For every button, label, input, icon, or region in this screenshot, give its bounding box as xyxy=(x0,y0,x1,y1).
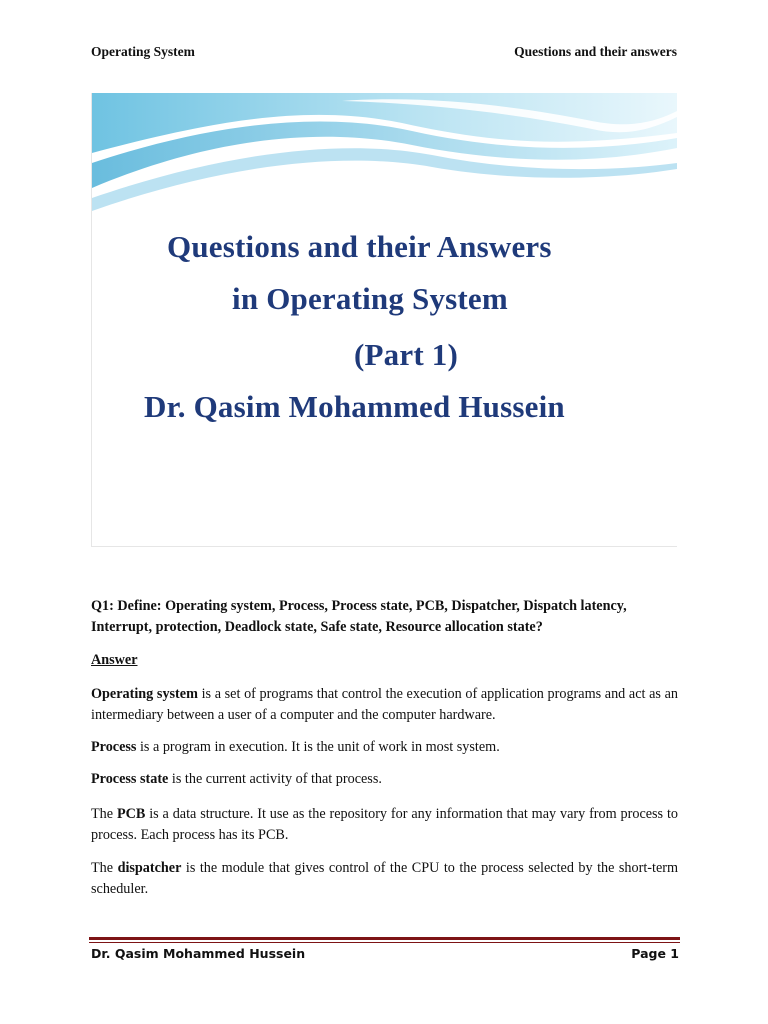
header-left-title: Operating System xyxy=(91,44,195,59)
slide-title-line-1: Questions and their Answers xyxy=(167,229,552,264)
defined-term: dispatcher xyxy=(117,860,182,876)
definition-paragraph: Process state is the current activity of that process. xyxy=(91,771,382,787)
definition-paragraph: The PCB is a data structure. It use as the repository for any information that may vary from process to process. Each process has its PCB. xyxy=(91,806,678,843)
slide-title-line-2: in Operating System xyxy=(232,281,508,316)
defined-term: PCB xyxy=(116,806,146,822)
slide-title-line-4: Dr. Qasim Mohammed Hussein xyxy=(144,389,565,424)
definition-paragraph: The dispatcher is the module that gives control of the CPU to the process selected by the short-term scheduler. xyxy=(91,860,679,897)
title-slide-image xyxy=(91,93,677,547)
page-number: Page 1 xyxy=(631,946,679,961)
wave-decoration xyxy=(92,93,677,233)
defined-term: Process xyxy=(91,739,137,755)
answer-label: Answer xyxy=(91,652,138,668)
defined-term: Process state xyxy=(91,771,169,787)
defined-term: Operating system xyxy=(91,686,198,702)
footer-rule-thin xyxy=(89,942,680,943)
footer-rule xyxy=(89,937,680,940)
definition-paragraph: Operating system is a set of programs that control the execution of application programs and act as an intermediary between a user of a computer and the computer hardware. xyxy=(91,686,678,723)
definition-paragraph: Process is a program in execution. It is the unit of work in most system. xyxy=(91,739,500,755)
slide-title-line-3: (Part 1) xyxy=(354,337,459,372)
question-heading: Q1: Define: Operating system, Process, Process state, PCB, Dispatcher, Dispatch latency, Interrupt, protection, Deadlock state, Safe state, Resource allocation state? xyxy=(91,598,627,635)
header-right-title: Questions and their answers xyxy=(514,44,677,59)
footer-author: Dr. Qasim Mohammed Hussein xyxy=(91,946,306,961)
